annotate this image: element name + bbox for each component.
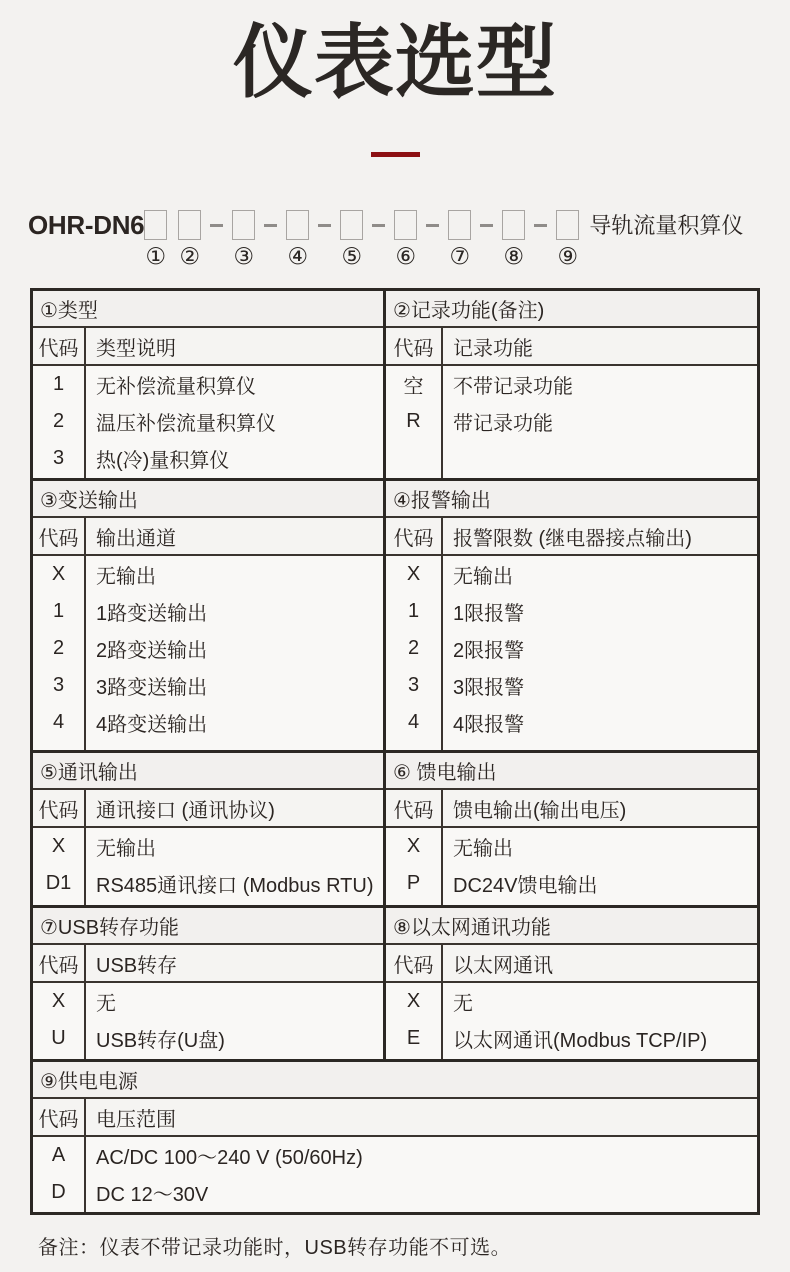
table-block-5 bbox=[33, 1059, 757, 1212]
code-column-header: 代码 bbox=[33, 945, 86, 983]
model-dash-separator bbox=[318, 224, 331, 227]
option-code: 1 bbox=[386, 593, 443, 630]
model-slot-4 bbox=[286, 210, 309, 268]
option-code: 4 bbox=[33, 704, 86, 741]
model-prefix: OHR-DN6 bbox=[28, 210, 145, 241]
model-dash-separator bbox=[210, 224, 223, 227]
model-dash-separator bbox=[372, 224, 385, 227]
section-title: ①类型 bbox=[33, 291, 383, 328]
option-code: 1 bbox=[33, 366, 86, 403]
desc-column-header: 电压范围 bbox=[86, 1099, 757, 1137]
section-6 bbox=[383, 753, 757, 905]
filler-cell bbox=[33, 1057, 86, 1059]
model-slot-box bbox=[556, 210, 579, 240]
option-desc: 无 bbox=[453, 993, 473, 1016]
section-title: ②记录功能(备注) bbox=[386, 291, 757, 328]
option-desc: 无输出 bbox=[96, 838, 156, 861]
title-underline bbox=[371, 152, 420, 157]
option-desc: 2路变送输出 bbox=[96, 640, 208, 663]
desc-column-header: 记录功能 bbox=[443, 328, 757, 366]
desc-column-header: 输出通道 bbox=[86, 518, 383, 556]
option-desc: 3限报警 bbox=[453, 677, 525, 700]
option-code: D1 bbox=[33, 865, 86, 902]
option-desc: 不带记录功能 bbox=[453, 376, 573, 399]
option-code: R bbox=[386, 403, 443, 440]
option-desc: 3路变送输出 bbox=[96, 677, 208, 700]
section-2 bbox=[383, 291, 757, 478]
filler-cell bbox=[33, 1211, 86, 1212]
code-column-header: 代码 bbox=[33, 790, 86, 828]
model-code-line bbox=[28, 210, 790, 268]
model-slot-number: ① bbox=[145, 243, 167, 270]
model-slot-1 bbox=[144, 210, 167, 268]
code-column-header: 代码 bbox=[386, 328, 443, 366]
model-slot-number: ④ bbox=[287, 243, 309, 270]
model-slot-box bbox=[178, 210, 201, 240]
section-title: ⑦USB转存功能 bbox=[33, 908, 383, 945]
model-slot-number: ⑤ bbox=[341, 243, 363, 270]
section-1 bbox=[33, 291, 383, 478]
option-desc: 温压补偿流量积算仪 bbox=[96, 413, 276, 436]
option-desc: RS485通讯接口 (Modbus RTU) bbox=[96, 875, 374, 898]
model-slot-box bbox=[448, 210, 471, 240]
model-suffix: 导轨流量积算仪 bbox=[589, 213, 744, 239]
option-desc: DC24V馈电输出 bbox=[453, 875, 598, 898]
code-column-header: 代码 bbox=[33, 518, 86, 556]
option-code: X bbox=[33, 983, 86, 1020]
option-code: P bbox=[386, 865, 443, 902]
model-slot-box bbox=[502, 210, 525, 240]
table-block-4 bbox=[33, 905, 757, 1059]
desc-column-header: 通讯接口 (通讯协议) bbox=[86, 790, 383, 828]
section-5 bbox=[33, 753, 383, 905]
option-desc: USB转存(U盘) bbox=[96, 1030, 225, 1053]
option-code: X bbox=[33, 828, 86, 865]
section-8 bbox=[383, 908, 757, 1059]
option-desc: 无补偿流量积算仪 bbox=[96, 376, 256, 399]
option-code: A bbox=[33, 1137, 86, 1174]
filler-cell bbox=[33, 477, 86, 478]
model-slot-box bbox=[232, 210, 255, 240]
model-slot-number: ⑨ bbox=[557, 243, 579, 270]
model-slot-number: ⑦ bbox=[449, 243, 471, 270]
model-slot-number: ② bbox=[179, 243, 201, 270]
model-slot-box bbox=[340, 210, 363, 240]
model-dash-separator bbox=[534, 224, 547, 227]
option-desc: 无 bbox=[96, 993, 116, 1016]
model-slots bbox=[144, 210, 579, 268]
option-desc: AC/DC 100～240 V (50/60Hz) bbox=[96, 1147, 363, 1170]
table-block-3 bbox=[33, 750, 757, 905]
table-block-2 bbox=[33, 478, 757, 750]
option-desc: 1限报警 bbox=[453, 603, 525, 626]
option-code: 3 bbox=[33, 667, 86, 704]
section-title: ⑥ 馈电输出 bbox=[386, 753, 757, 790]
model-slot-6 bbox=[394, 210, 417, 268]
filler-cell bbox=[386, 741, 443, 750]
model-slot-number: ③ bbox=[233, 243, 255, 270]
code-column-header: 代码 bbox=[33, 1099, 86, 1137]
filler-cell bbox=[33, 902, 86, 905]
table-block-1 bbox=[33, 291, 757, 478]
option-code: X bbox=[33, 556, 86, 593]
model-slot-7 bbox=[448, 210, 471, 268]
section-9 bbox=[33, 1062, 757, 1212]
model-slot-2 bbox=[178, 210, 201, 268]
filler-cell bbox=[443, 1057, 757, 1059]
model-dash-separator bbox=[480, 224, 493, 227]
model-dash-separator bbox=[264, 224, 277, 227]
model-slot-number: ⑥ bbox=[395, 243, 417, 270]
option-code: X bbox=[386, 556, 443, 593]
filler-cell bbox=[86, 1057, 383, 1059]
option-desc: 4限报警 bbox=[453, 714, 525, 737]
section-title: ⑧以太网通讯功能 bbox=[386, 908, 757, 945]
option-desc: 以太网通讯(Modbus TCP/IP) bbox=[453, 1030, 708, 1053]
filler-cell bbox=[386, 902, 443, 905]
option-code: D bbox=[33, 1174, 86, 1211]
model-slot-box bbox=[394, 210, 417, 240]
section-4 bbox=[383, 481, 757, 750]
filler-cell bbox=[443, 902, 757, 905]
option-code: U bbox=[33, 1020, 86, 1057]
filler-cell bbox=[443, 440, 757, 478]
option-desc: 无输出 bbox=[453, 566, 513, 589]
code-column-header: 代码 bbox=[33, 328, 86, 366]
option-code: 3 bbox=[386, 667, 443, 704]
code-column-header: 代码 bbox=[386, 790, 443, 828]
option-desc: 无输出 bbox=[453, 838, 513, 861]
model-dash-separator bbox=[426, 224, 439, 227]
option-code: 空 bbox=[386, 366, 443, 403]
filler-cell bbox=[86, 477, 383, 478]
model-slot-5 bbox=[340, 210, 363, 268]
desc-column-header: 以太网通讯 bbox=[443, 945, 757, 983]
option-desc: 无输出 bbox=[96, 566, 156, 589]
option-desc: 带记录功能 bbox=[453, 413, 553, 436]
option-code: 2 bbox=[386, 630, 443, 667]
section-title: ③变送输出 bbox=[33, 481, 383, 518]
filler-cell bbox=[443, 741, 757, 750]
code-column-header: 代码 bbox=[386, 945, 443, 983]
option-code: X bbox=[386, 983, 443, 1020]
model-slot-9 bbox=[556, 210, 579, 268]
option-code: 3 bbox=[33, 440, 86, 477]
model-slot-box bbox=[286, 210, 309, 240]
filler-cell bbox=[86, 902, 383, 905]
option-code: X bbox=[386, 828, 443, 865]
model-slot-8 bbox=[502, 210, 525, 268]
page-title: 仪表选型 bbox=[233, 18, 557, 107]
filler-cell bbox=[86, 741, 383, 750]
desc-column-header: 馈电输出(输出电压) bbox=[443, 790, 757, 828]
section-title: ④报警输出 bbox=[386, 481, 757, 518]
desc-column-header: 类型说明 bbox=[86, 328, 383, 366]
option-code: 2 bbox=[33, 630, 86, 667]
code-column-header: 代码 bbox=[386, 518, 443, 556]
filler-cell bbox=[386, 440, 443, 478]
model-slot-number: ⑧ bbox=[503, 243, 525, 270]
option-code: 2 bbox=[33, 403, 86, 440]
filler-cell bbox=[386, 1057, 443, 1059]
option-desc: 2限报警 bbox=[453, 640, 525, 663]
section-title: ⑤通讯输出 bbox=[33, 753, 383, 790]
option-code: 1 bbox=[33, 593, 86, 630]
option-desc: DC 12～30V bbox=[96, 1184, 209, 1207]
filler-cell bbox=[86, 1211, 757, 1212]
option-desc: 4路变送输出 bbox=[96, 714, 208, 737]
option-desc: 1路变送输出 bbox=[96, 603, 208, 626]
option-code: 4 bbox=[386, 704, 443, 741]
model-slot-box bbox=[144, 210, 167, 240]
filler-cell bbox=[33, 741, 86, 750]
selection-table bbox=[30, 288, 760, 1215]
model-slot-3 bbox=[232, 210, 255, 268]
option-code: E bbox=[386, 1020, 443, 1057]
option-desc: 热(冷)量积算仪 bbox=[96, 450, 230, 473]
footnote: 备注：仪表不带记录功能时，USB转存功能不可选。 bbox=[38, 1237, 512, 1260]
desc-column-header: USB转存 bbox=[86, 945, 383, 983]
section-7 bbox=[33, 908, 383, 1059]
section-title: ⑨供电电源 bbox=[33, 1062, 757, 1099]
section-3 bbox=[33, 481, 383, 750]
desc-column-header: 报警限数 (继电器接点输出) bbox=[443, 518, 757, 556]
